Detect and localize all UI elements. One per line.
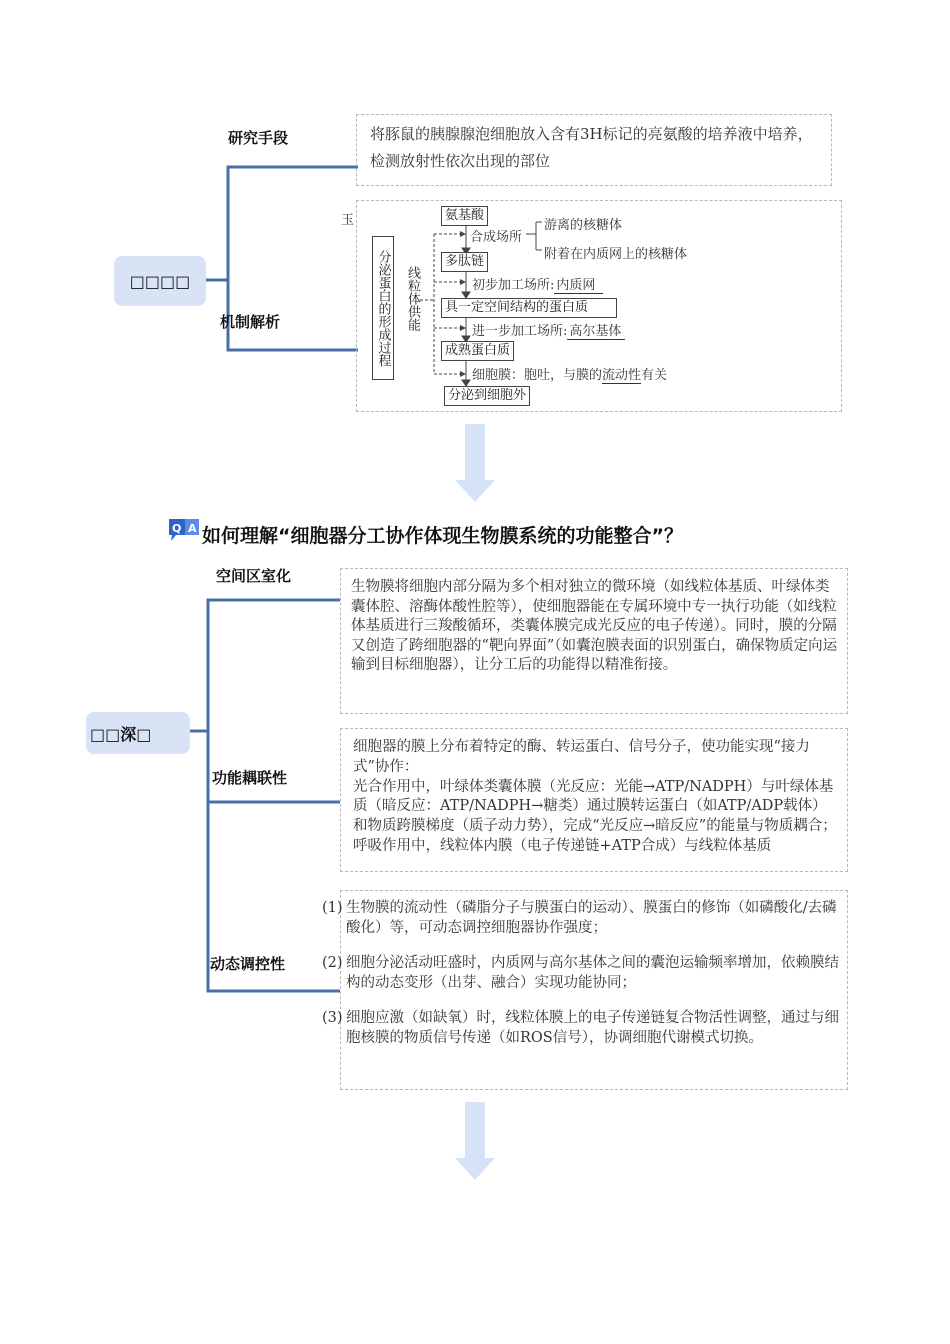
initial-processing-label: 初步加工场所:: [472, 278, 555, 293]
vertical-process-text: 分泌蛋白的形成过程: [375, 249, 391, 367]
further-processing-label: 进一步加工场所:: [472, 324, 568, 339]
section2-tag: □□深□: [86, 712, 190, 754]
vertical-energy: 线粒体供能: [405, 265, 420, 331]
svg-text:Q: Q: [172, 522, 182, 535]
compartment-text: 生物膜将细胞内部分隔为多个相对独立的微环境（如线粒体基质、叶绿体类囊体腔、溶酶体酸性腔等），使细胞器能在专属环境中专一执行功能（如线粒体基质进行三羧酸循环，类囊体膜完成光反应的电子传递）。同时，膜的分隔又创造了跨细胞器的“靶向界面”（如囊泡膜表面的识别蛋白，确保物质定向运输到目标细胞器），让分工后的功能得以精准衔接。: [351, 579, 838, 673]
branch-compartmentalization: 空间区室化: [216, 567, 292, 585]
item-number: (1): [322, 900, 343, 916]
item-text: 细胞分泌活动旺盛时，内质网与高尔基体之间的囊泡运输频率增加，依赖膜结构的动态变形（出芽、融合）实现功能协同；: [346, 955, 839, 991]
question-title: 如何理解“细胞器分工协作体现生物膜系统的功能整合”？: [202, 525, 683, 547]
membrane-text-b: 流动性: [602, 368, 642, 383]
list-item: [322, 954, 844, 993]
branch-mechanism: 机制解析: [220, 313, 281, 331]
section1-tag: □□□□: [114, 256, 206, 306]
item-number: (2): [322, 955, 343, 971]
box-amino-acid: 氨基酸: [441, 206, 488, 226]
coupling-text: 细胞器的膜上分布着特定的酶、转运蛋白、信号分子，使功能实现“接力式”协作： 光合作用中，叶绿体类囊体膜（光反应：光能→ATP/NADPH）与叶绿体基质（暗反应：ATP/NADPH→糖类）通过膜转运蛋白（如ATP/ADP载体）和物质跨膜梯度（质子动力势），完成“光反应→暗反应”的能量与物质耦合； 呼吸作用中，线粒体内膜（电子传递链+ATP合成）与线粒体基质: [353, 739, 837, 854]
item-text: 生物膜的流动性（磷脂分子与膜蛋白的运动）、膜蛋白的修饰（如磷酸化/去磷酸化）等，可动态调控细胞器协作强度；: [346, 900, 837, 936]
svg-text:A: A: [188, 522, 197, 535]
membrane-text-c: 有关: [641, 368, 668, 383]
item-text: 细胞应激（如缺氧）时，线粒体膜上的电子传递链复合物活性调整，通过与细胞核膜的物质信号传递（如ROS信号），协调细胞代谢模式切换。: [346, 1010, 839, 1046]
free-ribosome: 游离的核糖体: [544, 218, 623, 233]
box-secrete: 分泌到细胞外: [444, 386, 530, 406]
membrane-text-a: 细胞膜：胞吐，与膜的: [472, 368, 603, 383]
method-text: 将豚鼠的胰腺腺泡细胞放入含有3H标记的亮氨酸的培养液中培养，检测放射性依次出现的部位: [370, 125, 813, 170]
item-number: (3): [322, 1010, 343, 1026]
down-arrow-icon: [455, 1102, 495, 1182]
box-polypeptide: 多肽链: [441, 252, 488, 272]
initial-processing-value: 内质网: [554, 278, 603, 294]
further-processing-value: 高尔基体: [567, 324, 625, 340]
text2-box: [340, 728, 848, 872]
list-item: [322, 1009, 844, 1048]
synthesis-site: 合成场所: [470, 230, 523, 245]
attached-ribosome: 附着在内质网上的核糖体: [544, 247, 688, 262]
branch-dynamic-regulation: 动态调控性: [210, 955, 286, 973]
corner-mark: 玉: [341, 213, 355, 228]
branch-research-method: 研究手段: [228, 129, 289, 147]
list-item: [322, 899, 844, 938]
box-spatial-protein: 具一定空间结构的蛋白质: [441, 298, 617, 318]
branch-functional-coupling: 功能耦联性: [212, 769, 288, 787]
box-mature-protein: 成熟蛋白质: [441, 341, 514, 361]
dynamic-list: [322, 899, 844, 1060]
